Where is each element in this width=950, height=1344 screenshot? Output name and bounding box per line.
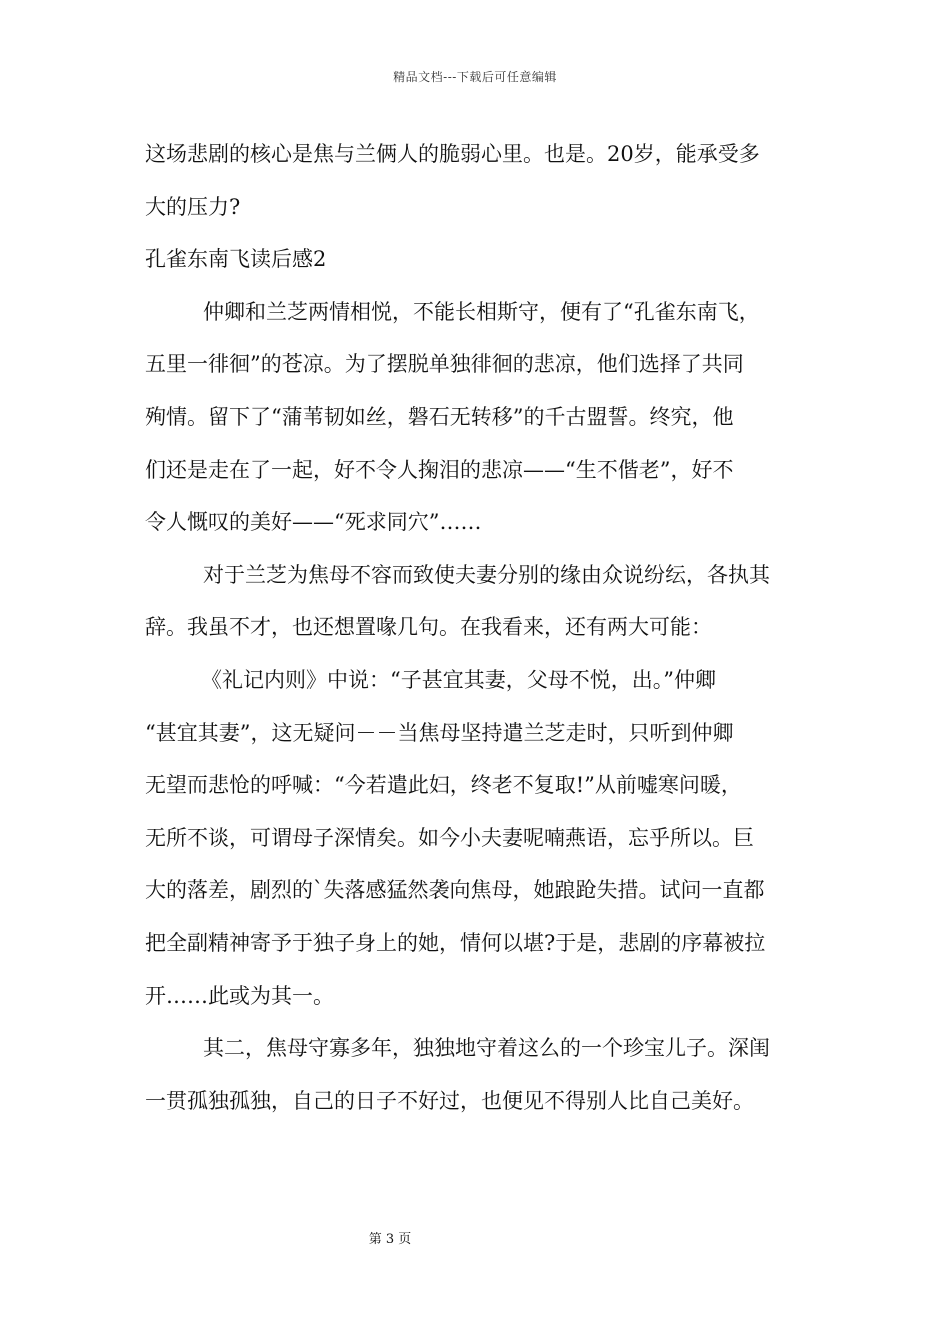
text-line: 一贯孤独孤独，自己的日子不好过，也便见不得别人比自己美好。	[145, 1088, 754, 1113]
text-line: 令人慨叹的美好——“死求同穴”……	[145, 510, 482, 535]
text-line: 无望而悲怆的呼喊：“今若遣此妇，终老不复取!”从前嘘寒问暖，	[145, 773, 742, 798]
text-line: 大的落差，剧烈的`失落感猛然袭向焦母，她踉跄失措。试问一直都	[145, 878, 765, 903]
paragraph-first-line: 其二，焦母守寡多年，独独地守着这么的一个珍宝儿子。深闺	[203, 1036, 770, 1061]
text-line: 五里一徘徊”的苍凉。为了摆脱单独徘徊的悲凉，他们选择了共同	[145, 352, 744, 377]
document-body	[145, 128, 810, 1127]
text-line: 这场悲剧的核心是焦与兰俩人的脆弱心里。也是。20岁，能承受多	[145, 142, 760, 166]
text-line: 开……此或为其一。	[145, 983, 334, 1008]
paragraph-first-line: 《礼记内则》中说：“子甚宜其妻，父母不悦，出。”仲卿	[201, 667, 716, 692]
text-line: 殉情。留下了“蒲苇韧如丝，磐石无转移”的千古盟誓。终究，他	[145, 404, 734, 429]
paragraph-first-line: 对于兰芝为焦母不容而致使夫妻分别的缘由众说纷纭，各执其	[203, 562, 770, 587]
text-line: 辞。我虽不才，也还想置喙几句。在我看来，还有两大可能：	[145, 615, 712, 640]
page-number: 第 3 页	[368, 1232, 412, 1247]
text-line: 大的压力?	[145, 194, 241, 219]
text-line: 无所不谈，可谓母子深情矣。如今小夫妻呢喃燕语，忘乎所以。巨	[145, 825, 754, 850]
paragraph-first-line: 仲卿和兰芝两情相悦，不能长相斯守，便有了“孔雀东南飞，	[203, 299, 760, 324]
text-line: “甚宜其妻”，这无疑问－－当焦母坚持遣兰芝走时，只听到仲卿	[145, 720, 734, 745]
section-heading: 孔雀东南飞读后感2	[145, 247, 327, 272]
page-header: 精品文档---下载后可任意编辑	[393, 70, 557, 84]
text-line: 把全副精神寄予于独子身上的她，情何以堪?于是，悲剧的序幕被拉	[145, 930, 766, 955]
text-line: 们还是走在了一起，好不令人掬泪的悲凉——“生不偕老”，好不	[145, 457, 734, 482]
